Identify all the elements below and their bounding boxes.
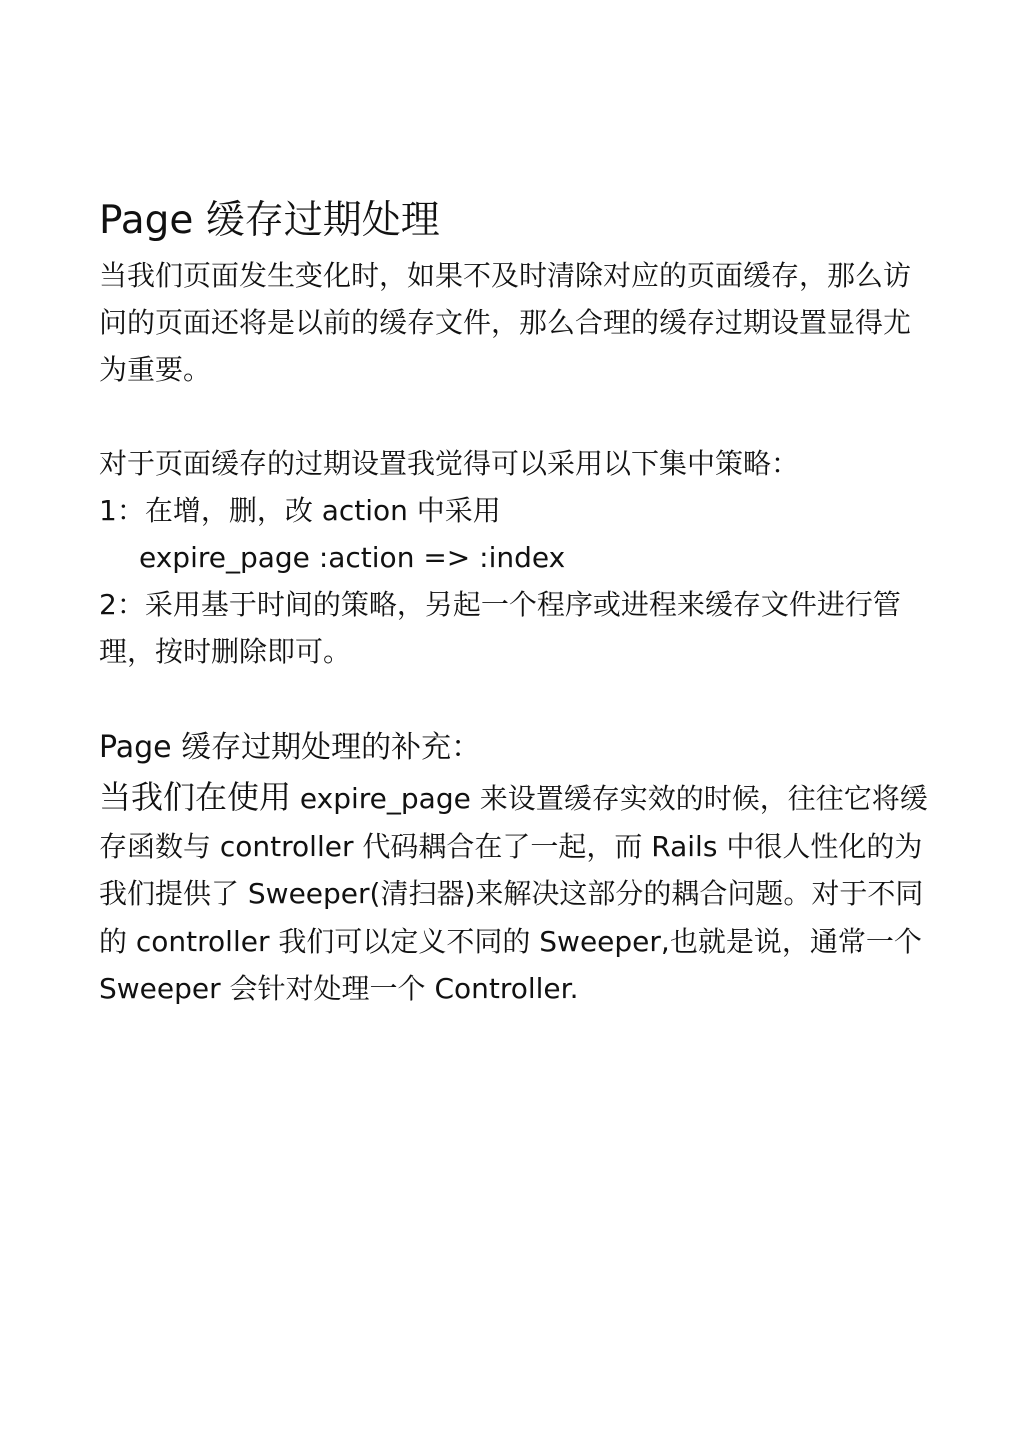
list-item-1: 1：在增，删，改 action 中采用 [99, 494, 501, 527]
intro-paragraph: 当我们页面发生变化时，如果不及时清除对应的页面缓存，那么访问的页面还将是以前的缓存文件，那么合理的缓存过期设置显得尤为重要。 [99, 259, 912, 386]
supplement-title: Page 缓存过期处理的补充： [99, 730, 482, 765]
document-page [99, 190, 929, 1013]
paragraph-gap [99, 675, 929, 722]
strategy-intro: 对于页面缓存的过期设置我觉得可以采用以下集中策略： [99, 447, 800, 480]
supplement-body: expire_page 来设置缓存实效的时候，往往它将缓存函数与 controller 代码耦合在了一起，而 Rails 中很人性化的为我们提供了 Sweeper(清扫器)来解决这部分的耦合问题。对于不同的 controller 我们可以定义不同的 Sweeper,也就是说，通常一个 Sweeper 会针对处理一个 Controller. [99, 782, 928, 1005]
supplement-lead: 当我们在使用 [99, 778, 292, 816]
code-line: expire_page :action => :index [139, 541, 566, 574]
paragraph-gap [99, 393, 929, 440]
page-title: Page 缓存过期处理 [99, 198, 440, 243]
supplement-paragraph [99, 774, 929, 1013]
list-item-2: 2：采用基于时间的策略，另起一个程序或进程来缓存文件进行管理，按时删除即可。 [99, 588, 901, 668]
